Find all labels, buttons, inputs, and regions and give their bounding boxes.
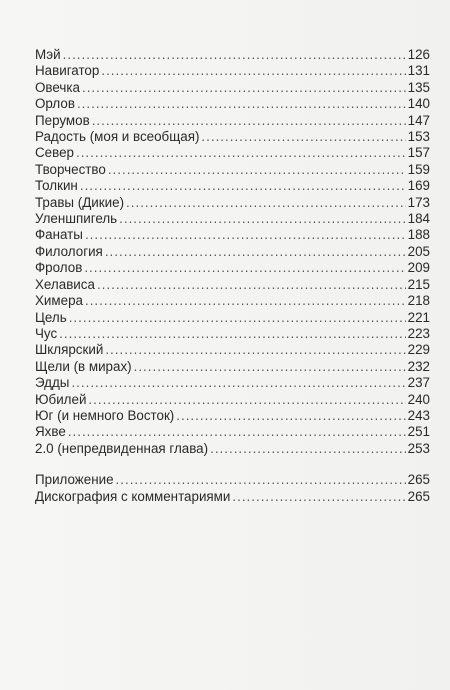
toc-entry-page: 184 bbox=[407, 211, 430, 227]
toc-entry-title: Дискография с комментариями bbox=[35, 488, 231, 504]
toc-entry-page: 223 bbox=[407, 325, 430, 341]
toc-entry-title: Чус bbox=[35, 325, 58, 341]
dot-leader bbox=[84, 260, 405, 276]
dot-leader bbox=[101, 63, 405, 79]
table-of-contents bbox=[35, 47, 430, 505]
toc-entry bbox=[35, 178, 430, 194]
toc-entry-page: 265 bbox=[407, 488, 430, 504]
toc-entry-page: 147 bbox=[407, 112, 430, 128]
toc-entry-title: Химера bbox=[35, 293, 83, 309]
toc-entry-page: 243 bbox=[407, 407, 430, 423]
toc-entry-page: 253 bbox=[407, 440, 430, 456]
dot-leader bbox=[77, 96, 406, 112]
toc-entry-title: Хелависа bbox=[35, 276, 95, 292]
dot-leader bbox=[76, 145, 406, 161]
toc-entry bbox=[35, 145, 430, 161]
dot-leader bbox=[116, 472, 406, 488]
dot-leader bbox=[85, 293, 406, 309]
dot-leader bbox=[232, 489, 405, 505]
dot-leader bbox=[80, 178, 406, 194]
toc-entry bbox=[35, 326, 430, 342]
toc-entry bbox=[35, 129, 430, 145]
toc-entry bbox=[35, 277, 430, 293]
toc-entry-title: Навигатор bbox=[35, 63, 100, 79]
toc-entry-title: Шклярский bbox=[35, 342, 104, 358]
toc-entry bbox=[35, 211, 430, 227]
dot-leader bbox=[134, 359, 406, 375]
toc-entry-discography bbox=[35, 489, 430, 505]
dot-leader bbox=[63, 47, 406, 63]
dot-leader bbox=[59, 326, 405, 342]
dot-leader bbox=[68, 424, 406, 440]
toc-entry-title: Щели (в мирах) bbox=[35, 358, 132, 374]
toc-entry bbox=[35, 424, 430, 440]
toc-entry bbox=[35, 293, 430, 309]
toc-entry bbox=[35, 441, 430, 457]
toc-entry-page: 131 bbox=[407, 63, 430, 79]
toc-entry-page: 135 bbox=[407, 79, 430, 95]
dot-leader bbox=[105, 244, 406, 260]
toc-entry bbox=[35, 47, 430, 63]
toc-entry-title: Цель bbox=[35, 309, 67, 325]
toc-entry-title: Перумов bbox=[35, 112, 90, 128]
toc-entry-page: 237 bbox=[407, 375, 430, 391]
toc-entry-title: Яхве bbox=[35, 424, 66, 440]
toc-entry-page: 169 bbox=[407, 178, 430, 194]
toc-entry-page: 265 bbox=[407, 472, 430, 488]
toc-entry-title: Фанаты bbox=[35, 227, 83, 243]
toc-entry bbox=[35, 359, 430, 375]
toc-entry bbox=[35, 392, 430, 408]
dot-leader bbox=[82, 80, 406, 96]
toc-entry-page: 188 bbox=[407, 227, 430, 243]
toc-entry-title: Эдды bbox=[35, 375, 70, 391]
toc-entry-page: 215 bbox=[407, 276, 430, 292]
toc-entry bbox=[35, 375, 430, 391]
toc-entry-title: Юбилей bbox=[35, 391, 87, 407]
toc-entry-page: 157 bbox=[407, 145, 430, 161]
toc-entry bbox=[35, 244, 430, 260]
toc-entry-page: 218 bbox=[407, 293, 430, 309]
toc-entry bbox=[35, 96, 430, 112]
dot-leader bbox=[97, 277, 406, 293]
toc-entry-page: 126 bbox=[407, 47, 430, 62]
toc-entry bbox=[35, 63, 430, 79]
section-gap bbox=[35, 457, 430, 472]
toc-entry bbox=[35, 162, 430, 178]
toc-entry-page: 232 bbox=[407, 358, 430, 374]
toc-entry-title: Толкин bbox=[35, 178, 78, 194]
dot-leader bbox=[92, 113, 406, 129]
toc-entry bbox=[35, 80, 430, 96]
toc-entry-title: Филология bbox=[35, 243, 103, 259]
toc-entry bbox=[35, 227, 430, 243]
dot-leader bbox=[71, 375, 405, 391]
dot-leader bbox=[69, 310, 406, 326]
toc-entry-title: Фролов bbox=[35, 260, 83, 276]
toc-entry-page: 251 bbox=[407, 424, 430, 440]
dot-leader bbox=[210, 441, 406, 457]
toc-entry-title: Орлов bbox=[35, 96, 75, 112]
toc-entry-page: 240 bbox=[407, 391, 430, 407]
toc-entry-title: Юг (и немного Восток) bbox=[35, 407, 175, 423]
toc-entry bbox=[35, 113, 430, 129]
toc-entry-title: Север bbox=[35, 145, 74, 161]
toc-entry bbox=[35, 310, 430, 326]
toc-entry-title: Травы (Дикие) bbox=[35, 194, 125, 210]
toc-entry-title: Овечка bbox=[35, 79, 80, 95]
toc-entry-page: 209 bbox=[407, 260, 430, 276]
dot-leader bbox=[119, 211, 406, 227]
toc-entry-title: Приложение bbox=[35, 472, 114, 488]
dot-leader bbox=[176, 408, 405, 424]
toc-entry-title: Уленшпигель bbox=[35, 211, 118, 227]
toc-entry bbox=[35, 408, 430, 424]
toc-entry-appendix bbox=[35, 472, 430, 488]
toc-entry-page: 221 bbox=[407, 309, 430, 325]
toc-entry-page: 159 bbox=[407, 161, 430, 177]
dot-leader bbox=[105, 342, 405, 358]
toc-entry-title: Творчество bbox=[35, 161, 106, 177]
toc-entry bbox=[35, 260, 430, 276]
dot-leader bbox=[201, 129, 405, 145]
toc-entry-page: 140 bbox=[407, 96, 430, 112]
toc-entry bbox=[35, 342, 430, 358]
toc-entry-title: Радость (моя и всеобщая) bbox=[35, 129, 200, 145]
toc-entry-title: Мэй bbox=[35, 47, 61, 62]
toc-entry-page: 229 bbox=[407, 342, 430, 358]
toc-entry-page: 153 bbox=[407, 129, 430, 145]
dot-leader bbox=[88, 392, 405, 408]
toc-entry-page: 173 bbox=[407, 194, 430, 210]
dot-leader bbox=[85, 227, 406, 243]
toc-entry-page: 205 bbox=[407, 243, 430, 259]
dot-leader bbox=[126, 195, 406, 211]
toc-entry-title: 2.0 (непредвиденная глава) bbox=[35, 440, 209, 456]
dot-leader bbox=[108, 162, 406, 178]
toc-entry bbox=[35, 195, 430, 211]
